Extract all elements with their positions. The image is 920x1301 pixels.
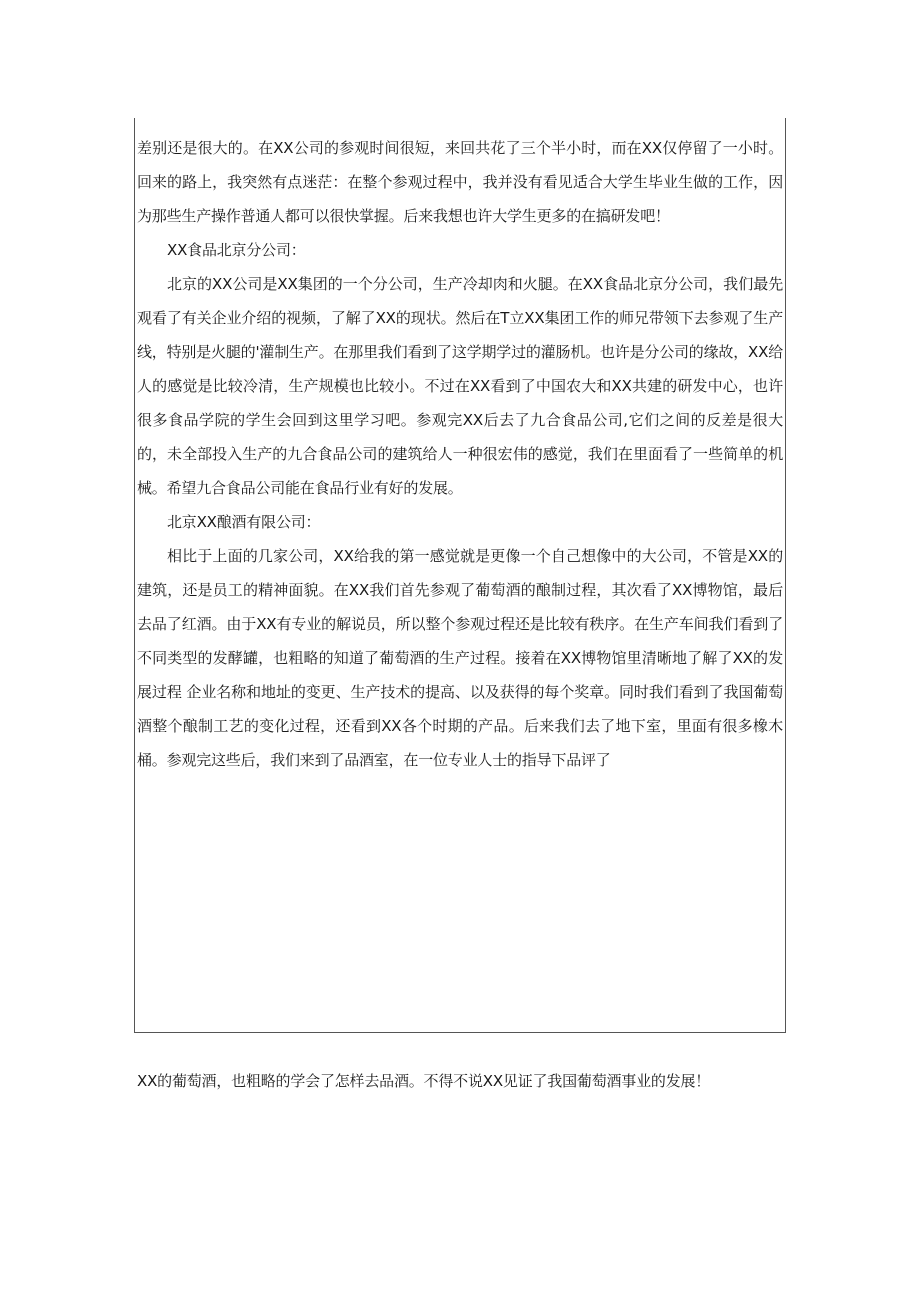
section-heading-beijing-branch: XX食品北京分公司： <box>167 241 306 259</box>
paragraph-continuation: XX的葡萄酒，也粗略的学会了怎样去品酒。不得不说XX见证了我国葡萄酒事业的发展！ <box>137 1072 711 1090</box>
section-heading-winery: 北京XX酿酒有限公司： <box>167 513 321 531</box>
document-body <box>137 131 783 777</box>
paragraph-intro: 差别还是很大的。在XX公司的参观时间很短，来回共花了三个半小时，而在XX仅停留了一小时。回来的路上，我突然有点迷茫：在整个参观过程中，我并没有看见适合大学生毕业生做的工作，因为那些生产操作普通人都可以很快掌握。后来我想也许大学生更多的在搞研发吧！ <box>137 139 783 225</box>
paragraph-winery: 相比于上面的几家公司，XX给我的第一感觉就是更像一个自己想像中的大公司，不管是XX的建筑，还是员工的精神面貌。在XX我们首先参观了葡萄酒的酿制过程，其次看了XX博物馆，最后去品了红酒。由于XX有专业的解说员，所以整个参观过程还是比较有秩序。在生产车间我们看到了不同类型的发酵罐，也粗略的知道了葡萄酒的生产过程。接着在XX博物馆里清晰地了解了XX的发展过程 企业名称和地址的变更、生产技术的提高、以及获得的每个奖章。同时我们看到了我国葡萄酒整个酿制工艺的变化过程，还看到XX各个时期的产品。后来我们去了地下室，里面有很多橡木桶。参观完这些后，我们来到了品酒室，在一位专业人士的指导下品评了 <box>137 547 783 769</box>
paragraph-beijing-branch: 北京的XX公司是XX集团的一个分公司，生产冷却肉和火腿。在XX食品北京分公司，我们最先观看了有关企业介绍的视频，了解了XX的现状。然后在T立XX集团工作的师兄带领下去参观了生产线，特别是火腿的'灌制生产。在那里我们看到了这学期学过的灌肠机。也许是分公司的缘故，XX给人的感觉是比较冷清，生产规模也比较小。不过在XX看到了中国农大和XX共建的研发中心，也许很多食品学院的学生会回到这里学习吧。参观完XX后去了九合食品公司,它们之间的反差是很大的，未全部投入生产的九合食品公司的建筑给人一种很宏伟的感觉，我们在里面看了一些简单的机械。希望九合食品公司能在食品行业有好的发展。 <box>137 275 783 497</box>
